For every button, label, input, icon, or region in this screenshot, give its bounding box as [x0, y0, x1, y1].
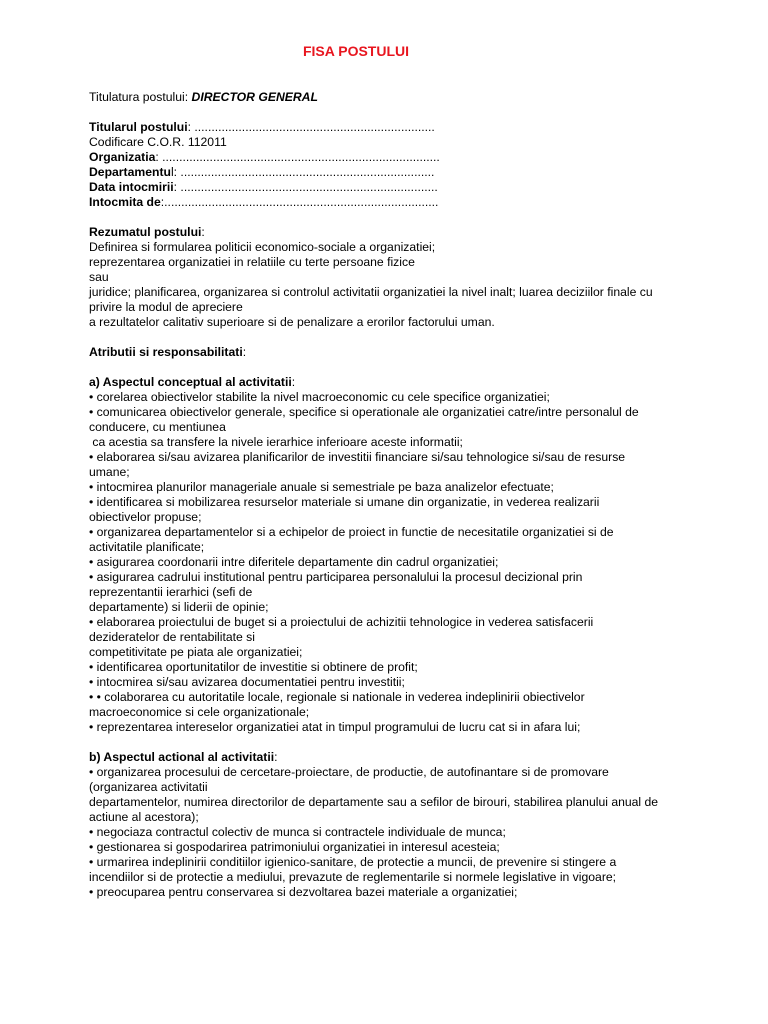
section-b-heading-text: b) Aspectul actional al activitatii [89, 750, 275, 764]
list-item: • identificarea oportunitatilor de investitie si obtinere de profit; [89, 660, 418, 674]
list-item: • asigurarea cadrului institutional pentru participarea personalului la procesul decizional prin [89, 570, 583, 584]
list-item: • elaborarea proiectului de buget si a proiectului de achizitii tehnologice in vederea satisfacerii [89, 615, 594, 629]
header-field-value: l: ........................................................................... [170, 165, 435, 179]
header-field [89, 195, 689, 210]
section-b-heading-colon: : [274, 750, 278, 764]
header-fields [89, 120, 689, 210]
section-a-heading-text: a) Aspectul conceptual al activitatii [89, 375, 292, 389]
header-field [89, 135, 689, 150]
header-field-value: : ............................................................................ [173, 180, 438, 194]
section-a-list [89, 390, 689, 735]
section-b-heading [89, 750, 689, 765]
header-field [89, 120, 689, 135]
summary-line: Definirea si formularea politicii economico-sociale a organizatiei; [89, 240, 436, 254]
list-item: • • colaborarea cu autoritatile locale, regionale si nationale in vederea indeplinirii obiectivelor [89, 690, 585, 704]
header-field [89, 165, 689, 180]
section-a-heading-colon: : [291, 375, 296, 389]
list-item: ca acestia sa transfere la nivele ierarhice inferioare aceste informatii; [89, 435, 463, 449]
job-title-line [89, 90, 689, 105]
list-item: • intocmirea si/sau avizarea documentatiei pentru investitii; [89, 675, 405, 689]
header-field-value: Codificare C.O.R. 112011 [89, 135, 227, 149]
list-item: actiune al acestora); [89, 810, 199, 824]
summary-heading-colon: : [201, 225, 205, 239]
section-a-heading [89, 375, 689, 390]
list-item: reprezentantii ierarhici (sefi de [89, 585, 253, 599]
summary-heading-text: Rezumatul postului [89, 225, 202, 239]
header-field-value: : ....................................................................... [187, 120, 435, 134]
list-item: activitatile planificate; [89, 540, 205, 554]
summary-line: reprezentarea organizatiei in relatiile cu terte persoane fizice [89, 255, 415, 269]
summary-text [89, 240, 689, 330]
header-field-label: Data intocmirii [89, 180, 174, 194]
list-item: • preocuparea pentru conservarea si dezvoltarea bazei materiale a organizatiei; [89, 885, 518, 899]
header-field [89, 150, 689, 165]
list-item: departamente) si liderii de opinie; [89, 600, 269, 614]
responsibilities-heading-colon: : [242, 345, 247, 359]
list-item: • identificarea si mobilizarea resurselor materiale si umane din organizatie, in vederea realizarii [89, 495, 600, 509]
section-b-list [89, 765, 689, 900]
list-item: • intocmirea planurilor manageriale anuale si semestriale pe baza analizelor efectuate; [89, 480, 554, 494]
responsibilities-heading [89, 345, 689, 360]
summary-line: privire la modul de apreciere [89, 300, 243, 314]
header-field-label: Titularul postului [89, 120, 188, 134]
list-item: • comunicarea obiectivelor generale, specifice si operationale ale organizatiei catre/intre personalul de [89, 405, 639, 419]
list-item: • corelarea obiectivelor stabilite la nivel macroeconomic cu cele specifice organizatiei; [89, 390, 550, 404]
list-item: (organizarea activitatii [89, 780, 208, 794]
list-item: incendiilor si de protectie a mediului, prevazute de reglementarile si normele legislative in vigoare; [89, 870, 617, 884]
list-item: macroeconomice si cele organizationale; [89, 705, 310, 719]
list-item: departamentelor, numirea directorilor de departamente sau a sefilor de birouri, stabilirea planului anual de [89, 795, 659, 809]
list-item: obiectivelor propuse; [89, 510, 202, 524]
list-item: • organizarea procesului de cercetare-proiectare, de productie, de autofinantare si de promovare [89, 765, 609, 779]
list-item: umane; [89, 465, 130, 479]
responsibilities-heading-text: Atributii si responsabilitati [89, 345, 243, 359]
list-item: dezideratelor de rentabilitate si [89, 630, 255, 644]
header-field [89, 180, 689, 195]
summary-heading [89, 225, 689, 240]
list-item: • organizarea departamentelor si a echipelor de proiect in functie de necesitatile organizatiei si de [89, 525, 614, 539]
list-item: • reprezentarea intereselor organizatiei atat in timpul programului de lucru cat si in afara lui; [89, 720, 581, 734]
document-title: FISA POSTULUI [302, 43, 410, 59]
list-item: • urmarirea indeplinirii conditiilor igienico-sanitare, de protectie a muncii, de prevenire si stingere a [89, 855, 617, 869]
header-field-value: : .................................................................................. [155, 150, 440, 164]
header-field-label: Organizatia [89, 150, 156, 164]
list-item: • asigurarea coordonarii intre diferitele departamente din cadrul organizatiei; [89, 555, 499, 569]
list-item: conducere, cu mentiunea [89, 420, 226, 434]
list-item: • elaborarea si/sau avizarea planificarilor de investitii financiare si/sau tehnologice si/sau de resurse [89, 450, 626, 464]
header-field-value: :................................................................................. [160, 195, 439, 209]
header-field-label: Intocmita de [89, 195, 161, 209]
summary-line: a rezultatelor calitativ superioare si de penalizare a erorilor factorului uman. [89, 315, 495, 329]
list-item: • gestionarea si gospodarirea patrimoniului organizatiei in interesul acesteia; [89, 840, 500, 854]
summary-line: juridice; planificarea, organizarea si controlul activitatii organizatiei la nivel inalt; luarea deciziilor finale cu [89, 285, 653, 299]
header-field-label: Departamentu [89, 165, 171, 179]
document-body [89, 90, 689, 900]
list-item: competitivitate pe piata ale organizatiei; [89, 645, 303, 659]
summary-line: sau [89, 270, 109, 284]
list-item: • negociaza contractul colectiv de munca si contractele individuale de munca; [89, 825, 506, 839]
job-title-label: Titulatura postului: [89, 90, 192, 104]
job-title-value: DIRECTOR GENERAL [191, 90, 318, 104]
